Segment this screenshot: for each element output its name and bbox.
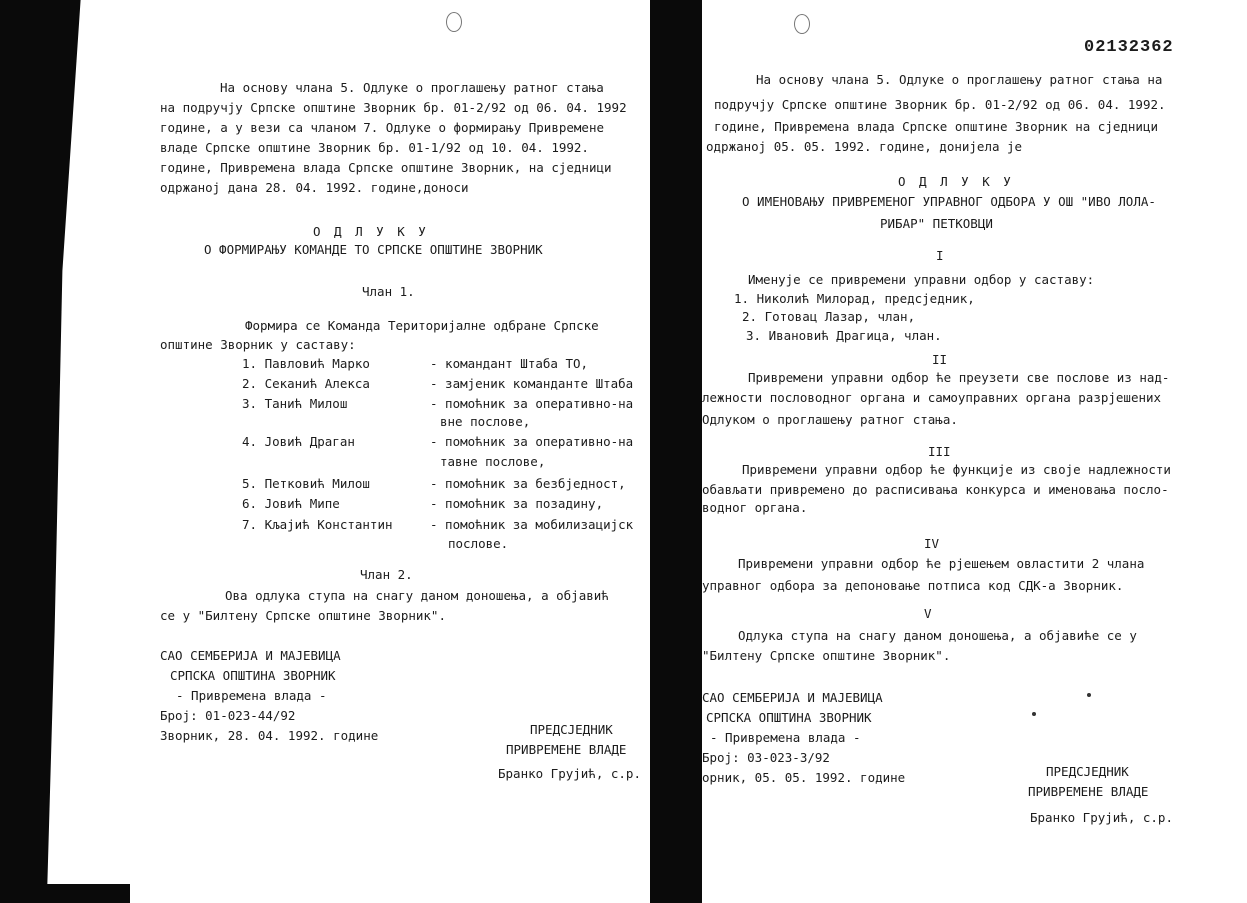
left-member-role-5: - помоћник за безбједност, — [430, 476, 626, 491]
right-section-3-line-3: водног органа. — [702, 500, 808, 515]
right-section-5-line-2: "Билтену Српске општине Зворник". — [702, 648, 951, 663]
right-subtitle-line-1: О ИМЕНОВАЊУ ПРИВРЕМЕНОГ УПРАВНОГ ОДБОРА У ОШ "ИВО ЛОЛА- — [742, 194, 1156, 209]
left-preamble-line-1: На основу члана 5. Одлуке о проглашењу ратног стања — [220, 80, 604, 95]
punch-hole — [794, 14, 810, 34]
right-section-2-line-1: Привремени управни одбор ће преузети све послове из над- — [748, 370, 1170, 385]
left-sig-line-4: Број: 01-023-44/92 — [160, 708, 296, 723]
left-decision-subtitle: О ФОРМИРАЊУ КОМАНДЕ ТО СРПСКЕ ОПШТИНЕ ЗВОРНИК — [204, 242, 543, 257]
right-section-4: IV — [924, 536, 940, 551]
right-preamble-line-4: одржаној 05. 05. 1992. године, донијела је — [706, 139, 1023, 154]
right-sig-line-5: орник, 05. 05. 1992. године — [702, 770, 906, 785]
right-section-2: II — [932, 352, 948, 367]
left-member-name-5: 5. Петковић Милош — [242, 476, 370, 491]
ink-speck — [1032, 712, 1036, 716]
left-sig-line-1: САО СЕМБЕРИЈА И МАЈЕВИЦА — [160, 648, 341, 663]
right-section-4-line-1: Привремени управни одбор ће рјешењем овластити 2 члана — [738, 556, 1145, 571]
left-member-role-2: - замјеник команданте Штаба — [430, 376, 634, 391]
left-closing-line-2: се у "Билтену Српске општине Зворник". — [160, 608, 446, 623]
right-section-4-line-2: управног одбора за депоновање потписа код СДК-а Зворник. — [702, 578, 1124, 593]
right-section-2-line-2: лежности пословодног органа и самоуправних органа разрјешених — [702, 390, 1162, 405]
right-decision-title: О Д Л У К У — [898, 174, 1014, 189]
left-article-2: Члан 2. — [360, 567, 413, 582]
ink-speck — [1087, 693, 1091, 697]
right-member-2: 2. Готовац Лазар, члан, — [742, 309, 916, 324]
left-member-role-4: - помоћник за оперативно-на — [430, 434, 634, 449]
right-section-5-line-1: Одлука ступа на снагу даном доношења, а објавиће се у — [738, 628, 1137, 643]
left-member-name-2: 2. Секанић Алекса — [242, 376, 370, 391]
left-decision-title: О Д Л У К У — [313, 224, 429, 239]
left-sig-line-5: Зворник, 28. 04. 1992. године — [160, 728, 379, 743]
left-member-role-7: - помоћник за мобилизацијск — [430, 517, 634, 532]
left-member-role-3b: вне послове, — [440, 414, 531, 429]
left-preamble-line-4: владе Српске општине Зворник бр. 01-1/92 од 10. 04. 1992. — [160, 140, 589, 155]
right-page — [702, 0, 1247, 903]
right-section-2-line-3: Одлуком о проглашењу ратног стања. — [702, 412, 958, 427]
left-member-name-4: 4. Јовић Драган — [242, 434, 355, 449]
left-page — [130, 0, 650, 903]
right-sig-line-4: Број: 03-023-3/92 — [702, 750, 830, 765]
right-president-name: Бранко Грујић, с.р. — [1030, 810, 1173, 825]
right-sig-line-2: СРПСКА ОПШТИНА ЗВОРНИК — [706, 710, 872, 725]
left-member-role-1: - командант Штаба ТО, — [430, 356, 589, 371]
left-preamble-line-5: године, Привремена влада Српске општине Зворник, на сједници — [160, 160, 612, 175]
left-member-name-1: 1. Павловић Марко — [242, 356, 370, 371]
right-section-3-line-1: Привремени управни одбор ће функције из своје надлежности — [742, 462, 1171, 477]
right-preamble-line-1: На основу члана 5. Одлуке о проглашењу ратног стања на — [756, 72, 1163, 87]
center-scan-gutter — [650, 0, 702, 903]
left-member-name-7: 7. Кљајић Константин — [242, 517, 393, 532]
right-president-title-1: ПРЕДСЈЕДНИК — [1046, 764, 1129, 779]
left-president-title-2: ПРИВРЕМЕНЕ ВЛАДЕ — [506, 742, 627, 757]
right-section-5: V — [924, 606, 932, 621]
left-article-1: Члан 1. — [362, 284, 415, 299]
left-member-role-7b: послове. — [448, 536, 509, 551]
right-preamble-line-3: године, Привремена влада Српске општине Зворник на сједници — [714, 119, 1159, 134]
left-closing-line-1: Ова одлука ступа на снагу даном доношења, а објавић — [225, 588, 609, 603]
left-sig-line-2: СРПСКА ОПШТИНА ЗВОРНИК — [170, 668, 336, 683]
right-subtitle-line-2: РИБАР" ПЕТКОВЦИ — [880, 216, 993, 231]
right-sig-line-3: - Привремена влада - — [710, 730, 861, 745]
left-member-role-6: - помоћник за позадину, — [430, 496, 604, 511]
left-president-name: Бранко Грујић, с.р. — [498, 766, 641, 781]
right-section-1: I — [936, 248, 944, 263]
left-intro-line-1: Формира се Команда Територијалне одбране Српске — [245, 318, 599, 333]
left-sig-line-3: - Привремена влада - — [176, 688, 327, 703]
right-section-3: III — [928, 444, 951, 459]
left-member-name-6: 6. Јовић Мипе — [242, 496, 340, 511]
left-scan-shadow — [0, 0, 130, 903]
right-member-3: 3. Ивановић Драгица, члан. — [746, 328, 942, 343]
document-number: 02132362 — [1084, 38, 1174, 57]
punch-hole — [446, 12, 462, 32]
right-president-title-2: ПРИВРЕМЕНЕ ВЛАДЕ — [1028, 784, 1149, 799]
left-member-role-3: - помоћник за оперативно-на — [430, 396, 634, 411]
right-member-1: 1. Николић Милорад, предсједник, — [734, 291, 975, 306]
left-preamble-line-3: године, а у вези са чланом 7. Одлуке о формирању Привремене — [160, 120, 605, 135]
left-member-role-4b: тавне послове, — [440, 454, 546, 469]
left-member-name-3: 3. Танић Милош — [242, 396, 348, 411]
right-section-1-text: Именује се привремени управни одбор у саставу: — [748, 272, 1095, 287]
right-preamble-line-2: подручју Српске општине Зворник бр. 01-2/92 од 06. 04. 1992. — [714, 97, 1166, 112]
right-section-3-line-2: обављати привремено до расписивања конкурса и именовања посло- — [702, 482, 1169, 497]
left-president-title-1: ПРЕДСЈЕДНИК — [530, 722, 613, 737]
right-sig-line-1: САО СЕМБЕРИЈА И МАЈЕВИЦА — [702, 690, 883, 705]
left-intro-line-2: општине Зворник у саставу: — [160, 337, 356, 352]
left-preamble-line-6: одржаној дана 28. 04. 1992. године,доноси — [160, 180, 469, 195]
left-preamble-line-2: на подручју Српске општине Зворник бр. 01-2/92 од 06. 04. 1992 — [160, 100, 627, 115]
